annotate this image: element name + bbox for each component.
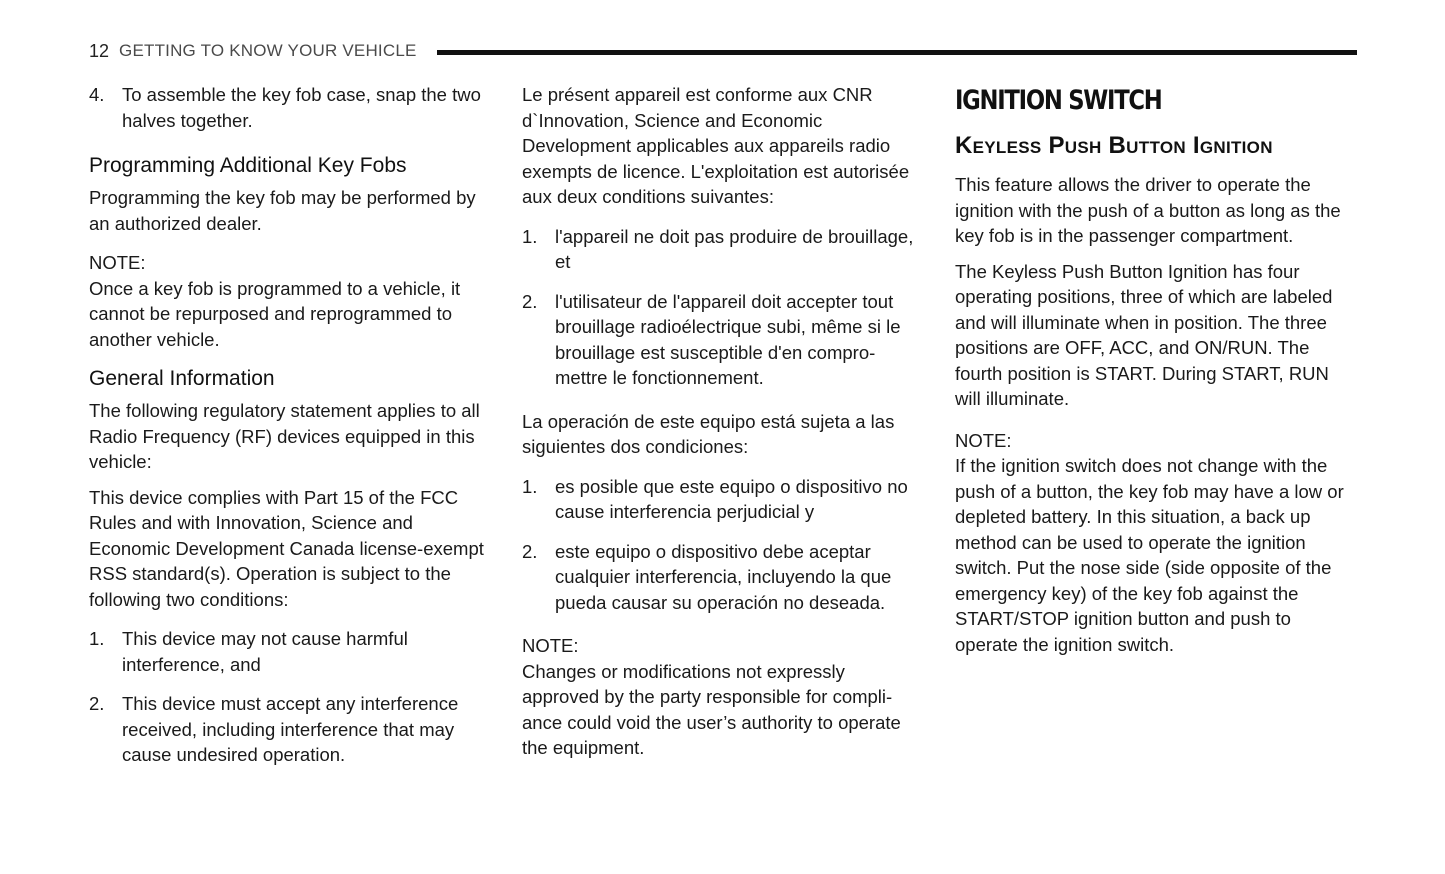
- note-label: NOTE:: [89, 252, 146, 273]
- note-label: NOTE:: [955, 429, 1012, 451]
- note-label: NOTE:: [522, 635, 579, 656]
- note-text: Changes or modifications not expressly approved by the party responsible for compli- ance could void the user’s authority to operate the equipment.: [522, 660, 901, 758]
- note-text: Once a key fob is programmed to a vehicle, it cannot be repurposed and reprogrammed to another vehicle.: [89, 277, 461, 350]
- list-item-number: 2.: [522, 290, 538, 312]
- list-item-text: This device must accept any interference received, including interference that may cause undesired operation.: [122, 693, 459, 765]
- list-item: [89, 691, 491, 768]
- section-title: GETTING TO KNOW YOUR VEHICLE: [119, 41, 417, 60]
- fcc-statement: This device complies with Part 15 of the FCC Rules and with Innovation, Science and Economic Development Canada license-exempt RSS standard(s). Operation is subject to the following two conditions:: [89, 486, 484, 610]
- programming-text: Programming the key fob may be performed by an authorized dealer.: [89, 187, 476, 234]
- page-header: [89, 38, 1357, 64]
- list-item-text: es posible que este equipo o dispositivo no cause interferencia perjudicial y: [555, 475, 908, 522]
- column-left: [89, 82, 491, 782]
- list-item-number: 2.: [89, 693, 105, 714]
- list-item: [89, 626, 491, 677]
- list-item: [522, 289, 924, 391]
- list-item-text: este equipo o dispositivo debe aceptar cualquier interferencia, incluyendo la que pueda causar su operación no deseada.: [555, 540, 892, 613]
- list-item: [89, 82, 491, 133]
- list-item: [522, 474, 924, 525]
- general-info-heading: General Information: [89, 367, 275, 390]
- general-info-text: The following regulatory statement applies to all Radio Frequency (RF) devices equipped in this vehicle:: [89, 400, 480, 472]
- list-item-text: l'appareil ne doit pas produire de brouillage, et: [555, 225, 914, 272]
- list-item-text: To assemble the key fob case, snap the two halves together.: [122, 84, 481, 131]
- list-item-number: 1.: [522, 475, 538, 497]
- column-right: [955, 82, 1357, 667]
- list-item: [522, 224, 924, 275]
- note-text: If the ignition switch does not change with the push of a button, the key fob may have a low or depleted battery. In this situation, a back up method can be used to operate the ignition switch. Put the nose side (side opposite of the emergency key) of the key fob against the START/STOP ignition button and push to operate the ignition switch.: [955, 455, 1344, 655]
- header-rule: [437, 50, 1357, 55]
- spanish-statement: La operación de este equipo está sujeta a las siguientes dos condiciones:: [522, 410, 895, 457]
- ignition-switch-title: IGNITION SWITCH: [955, 85, 1162, 116]
- list-item-number: 4.: [89, 84, 105, 105]
- column-middle: [522, 82, 924, 771]
- page-number: 12: [89, 40, 110, 61]
- list-item: [522, 539, 924, 616]
- list-item-number: 2.: [522, 540, 538, 562]
- keyless-ignition-subtitle: Keyless Push Button Ignition: [955, 132, 1273, 159]
- programming-heading: Programming Additional Key Fobs: [89, 154, 407, 177]
- french-statement: Le présent appareil est conforme aux CNR d`Innovation, Science and Economic Development applicables aux appareils radio exempts de licence. L'exploitation est autorisée aux deux conditions suivantes:: [522, 84, 910, 207]
- ignition-positions: The Keyless Push Button Ignition has four operating positions, three of which are labeled and will illuminate when in position. The three positions are OFF, ACC, and ON/RUN. The fourth position is START. During START, RUN will illuminate.: [955, 260, 1333, 409]
- list-item-number: 1.: [89, 628, 105, 649]
- list-item-text: l'utilisateur de l'appareil doit accepter tout brouillage radioélectrique subi, même si le brouillage est susceptible d'en compro- mettre le fonctionnement.: [555, 290, 901, 388]
- list-item-text: This device may not cause harmful interference, and: [122, 628, 408, 675]
- list-item-number: 1.: [522, 225, 538, 247]
- ignition-intro: This feature allows the driver to operate the ignition with the push of a button as long as the key fob is in the passenger compartment.: [955, 174, 1341, 246]
